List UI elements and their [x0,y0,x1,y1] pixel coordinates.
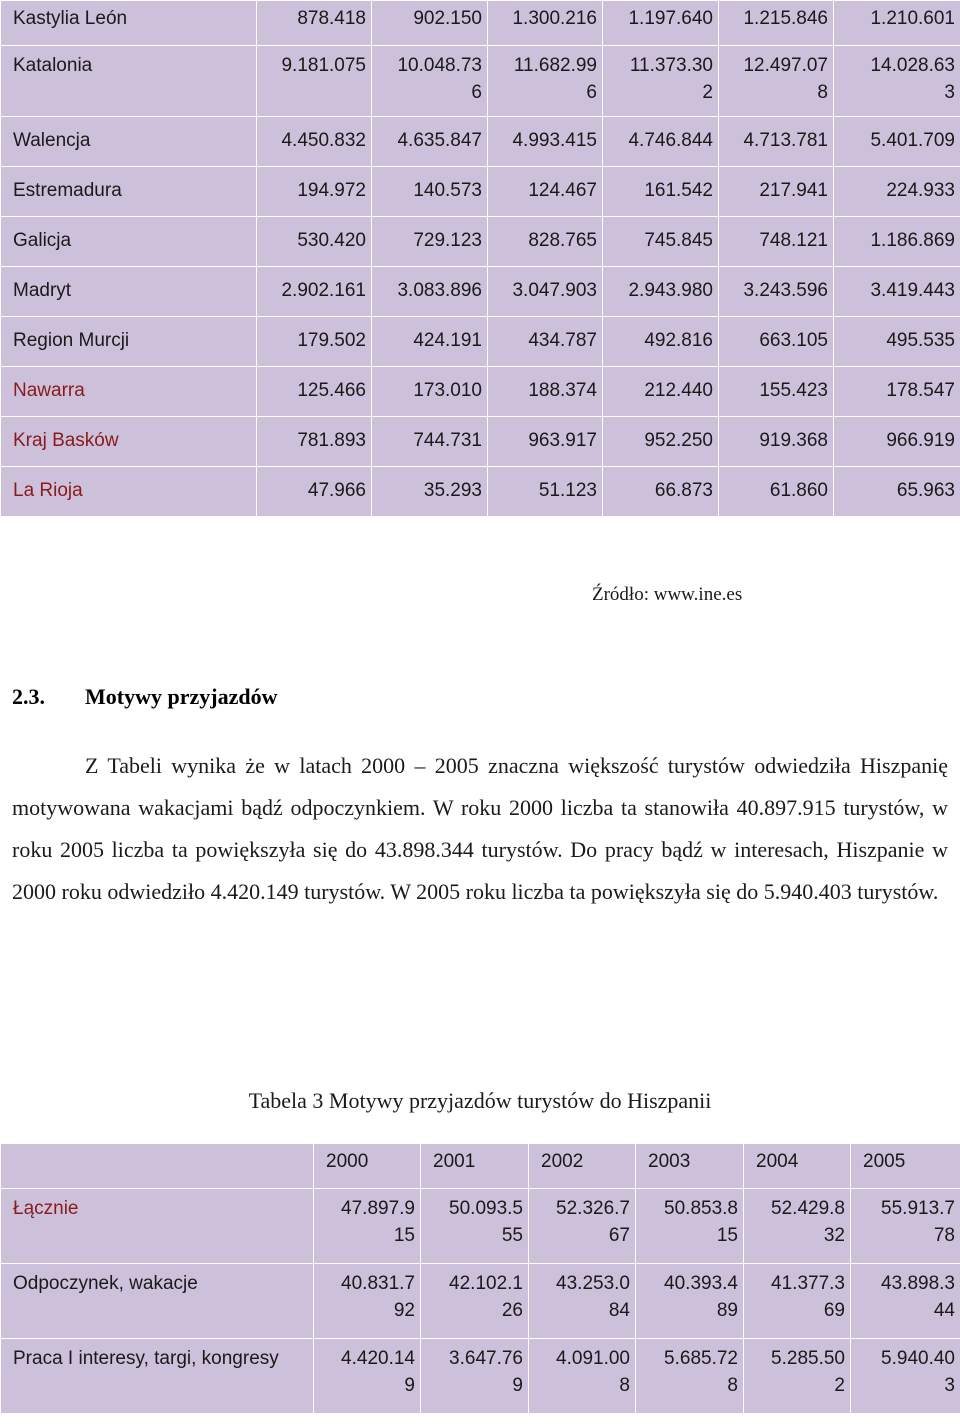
year-header: 2003 [636,1144,744,1189]
table-cell: 4.993.415 [488,117,603,167]
table-cell: 744.731 [372,417,488,467]
table-cell: 178.547 [834,367,960,417]
table-row [1,267,960,317]
table-cell: 41.377.3 69 [744,1264,851,1339]
table-cell: 188.374 [488,367,603,417]
table-cell: 4.450.832 [257,117,372,167]
table-cell: 43.898.3 44 [851,1264,960,1339]
motive-name: Praca I interesy, targi, kongresy [1,1339,314,1414]
table-cell: 5.401.709 [834,117,960,167]
table-cell: 828.765 [488,217,603,267]
table-cell: 124.467 [488,167,603,217]
table-cell: 745.845 [603,217,719,267]
table-cell: 217.941 [719,167,834,217]
region-name: Kraj Basków [1,417,257,467]
section-heading [12,684,277,710]
header-blank-cell [1,1144,314,1189]
year-header: 2005 [851,1144,960,1189]
table-row [1,1,960,46]
table-cell: 179.502 [257,317,372,367]
table-cell: 212.440 [603,367,719,417]
table-row [1,467,960,517]
table-cell: 952.250 [603,417,719,467]
table-cell: 5.940.40 3 [851,1339,960,1414]
header-row [1,1144,960,1189]
table-cell: 919.368 [719,417,834,467]
table-cell: 663.105 [719,317,834,367]
table-cell: 1.300.216 [488,1,603,46]
table-row [1,46,960,117]
table-cell: 65.963 [834,467,960,517]
table-row [1,167,960,217]
table-cell: 5.285.50 2 [744,1339,851,1414]
table-row [1,1189,960,1264]
source-note: Źródło: www.ine.es [592,584,743,605]
table-cell: 66.873 [603,467,719,517]
table-cell: 194.972 [257,167,372,217]
table-cell: 902.150 [372,1,488,46]
table-cell: 47.966 [257,467,372,517]
table-cell: 966.919 [834,417,960,467]
table-cell: 50.093.5 55 [421,1189,529,1264]
region-name: Region Murcji [1,317,257,367]
year-header: 2000 [314,1144,421,1189]
table-row [1,217,960,267]
table-cell: 4.635.847 [372,117,488,167]
table-cell: 781.893 [257,417,372,467]
motives-table [0,1143,960,1414]
table-cell: 4.746.844 [603,117,719,167]
table-cell: 4.091.00 8 [529,1339,636,1414]
body-paragraph: Z Tabeli wynika że w latach 2000 – 2005 znaczna większość turystów odwiedziła Hiszpanię motywowana wakacjami bądź odpoczynkiem. W roku 2000 liczba ta stanowiła 40.897.915 turystów, w roku 2005 liczba ta powiększyła się do 43.898.344 turystów. Do pracy bądź w interesach, Hiszpanie w 2000 roku odwiedziło 4.420.149 turystów. W 2005 roku liczba ta powiększyła się do 5.940.403 turystów. [12,753,948,904]
table-cell: 4.420.14 9 [314,1339,421,1414]
table-cell: 495.535 [834,317,960,367]
table-cell: 50.853.8 15 [636,1189,744,1264]
table-cell: 43.253.0 84 [529,1264,636,1339]
region-name: Nawarra [1,367,257,417]
table-cell: 14.028.63 3 [834,46,960,117]
region-name: Estremadura [1,167,257,217]
table-cell: 11.373.30 2 [603,46,719,117]
table-cell: 1.215.846 [719,1,834,46]
table-cell: 35.293 [372,467,488,517]
table-cell: 963.917 [488,417,603,467]
table-cell: 51.123 [488,467,603,517]
motive-name: Odpoczynek, wakacje [1,1264,314,1339]
section-title: Motywy przyjazdów [85,684,278,709]
table-cell: 2.902.161 [257,267,372,317]
table-row [1,417,960,467]
table-row [1,367,960,417]
table-cell: 61.860 [719,467,834,517]
section-number: 2.3. [12,684,45,709]
table-cell: 52.326.7 67 [529,1189,636,1264]
table-cell: 47.897.9 15 [314,1189,421,1264]
table-cell: 3.047.903 [488,267,603,317]
table-row [1,1264,960,1339]
table-cell: 2.943.980 [603,267,719,317]
year-header: 2002 [529,1144,636,1189]
table-cell: 492.816 [603,317,719,367]
year-header: 2001 [421,1144,529,1189]
region-name: Kastylia León [1,1,257,46]
table-cell: 424.191 [372,317,488,367]
table-cell: 434.787 [488,317,603,367]
regions-table [0,0,960,517]
table-cell: 3.419.443 [834,267,960,317]
region-name: Walencja [1,117,257,167]
region-name: Galicja [1,217,257,267]
region-name: Katalonia [1,46,257,117]
table-cell: 40.831.7 92 [314,1264,421,1339]
table-cell: 1.186.869 [834,217,960,267]
table-cell: 42.102.1 26 [421,1264,529,1339]
table-cell: 4.713.781 [719,117,834,167]
table-cell: 9.181.075 [257,46,372,117]
table-cell: 224.933 [834,167,960,217]
region-name: La Rioja [1,467,257,517]
table-cell: 40.393.4 89 [636,1264,744,1339]
table-cell: 729.123 [372,217,488,267]
table-cell: 748.121 [719,217,834,267]
table-cell: 3.243.596 [719,267,834,317]
table-cell: 155.423 [719,367,834,417]
table-cell: 1.197.640 [603,1,719,46]
table-row [1,317,960,367]
table-cell: 52.429.8 32 [744,1189,851,1264]
table-cell: 173.010 [372,367,488,417]
table-cell: 3.647.76 9 [421,1339,529,1414]
table-cell: 125.466 [257,367,372,417]
table-row [1,1339,960,1414]
table-cell: 3.083.896 [372,267,488,317]
table-cell: 5.685.72 8 [636,1339,744,1414]
motive-name: Łącznie [1,1189,314,1264]
table-cell: 140.573 [372,167,488,217]
table-cell: 530.420 [257,217,372,267]
year-header: 2004 [744,1144,851,1189]
table-cell: 55.913.7 78 [851,1189,960,1264]
table-cell: 1.210.601 [834,1,960,46]
table-row [1,117,960,167]
table-cell: 10.048.73 6 [372,46,488,117]
table-cell: 878.418 [257,1,372,46]
table-caption: Tabela 3 Motywy przyjazdów turystów do Hiszpanii [248,1088,712,1113]
table-cell: 11.682.99 6 [488,46,603,117]
table-cell: 161.542 [603,167,719,217]
table-cell: 12.497.07 8 [719,46,834,117]
region-name: Madryt [1,267,257,317]
